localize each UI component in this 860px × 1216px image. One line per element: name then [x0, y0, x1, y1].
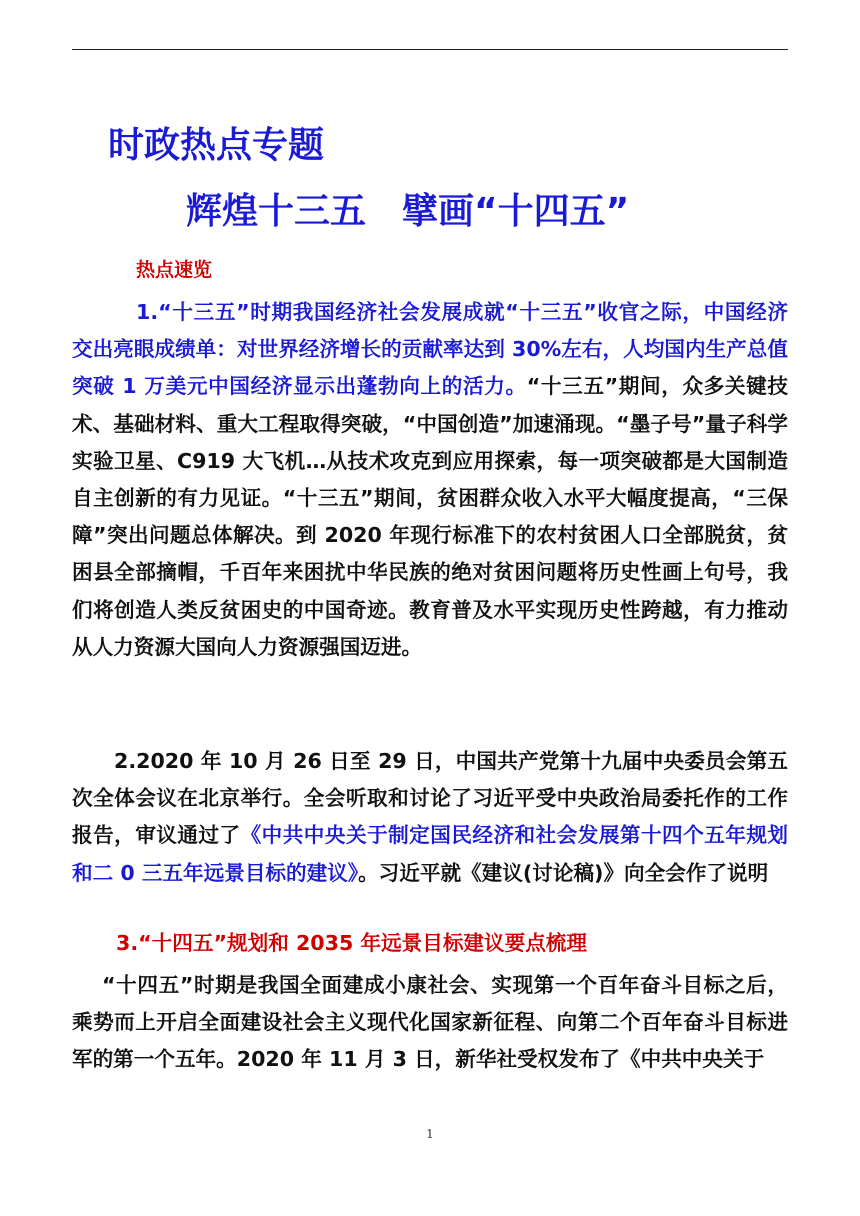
title-line-1: 时政热点专题	[108, 125, 325, 166]
paragraph-1-highlight: 1.“十三五”时期我国经济社会发展成就“十三五”收官之际，中国经济交出亮眼成绩单：对世界经济增长的贡献率达到 30%左右，人均国内生产总值突破 1 万美元中国经济显示出蓬勃向上的活力。	[72, 300, 788, 399]
paragraph-1-body: “十三五”期间，众多关键技术、基础材料、重大工程取得突破，“中国创造”加速涌现。“墨子号”量子科学实验卫星、C919 大飞机…从技术攻克到应用探索，每一项突破都是大国制造自主创新的有力见证。“十三五”期间，贫困群众收入水平大幅度提高，“三保障”突出问题总体解决。到 2020 年现行标准下的农村贫困人口全部脱贫，贫困县全部摘帽，千百年来困扰中华民族的绝对贫困问题将历史性画上句号，我们将创造人类反贫困史的中国奇迹。教育普及水平实现历史性跨越，有力推动从人力资源大国向人力资源强国迈进。	[72, 374, 788, 659]
paragraph-2	[72, 743, 788, 892]
paragraph-2-end: 。习近平就《建议(讨论稿)》向全会作了说明	[358, 860, 769, 885]
section-heading: 热点速览	[136, 259, 213, 281]
paragraph-3-heading: 3.“十四五”规划和 2035 年远景目标建议要点梳理	[116, 931, 587, 955]
paragraph-1	[72, 294, 788, 666]
page-number: 1	[426, 1127, 434, 1141]
header-rule	[72, 49, 788, 50]
title-line-2: 辉煌十三五 擘画“十四五”	[186, 191, 630, 232]
paragraph-2-highlight: 《中共中央关于制定国民经济和社会发展第十四个五年规划和二 0 三五年远景目标的建议》	[72, 823, 789, 885]
paragraph-4: “十四五”时期是我国全面建成小康社会、实现第一个百年奋斗目标之后，乘势而上开启全面建设社会主义现代化国家新征程、向第二个百年奋斗目标进军的第一个五年。2020 年 11 月 3 日，新华社受权发布了《中共中央关于	[72, 973, 788, 1072]
paragraph-2-start: 2.2020 年 10 月 26 日至 29 日，中国共产党第十九届中央委员会第五次全体会议在北京举行。全会听取和讨论了习近平受中央政治局委托作的工作报告，审议通过了	[72, 749, 788, 848]
